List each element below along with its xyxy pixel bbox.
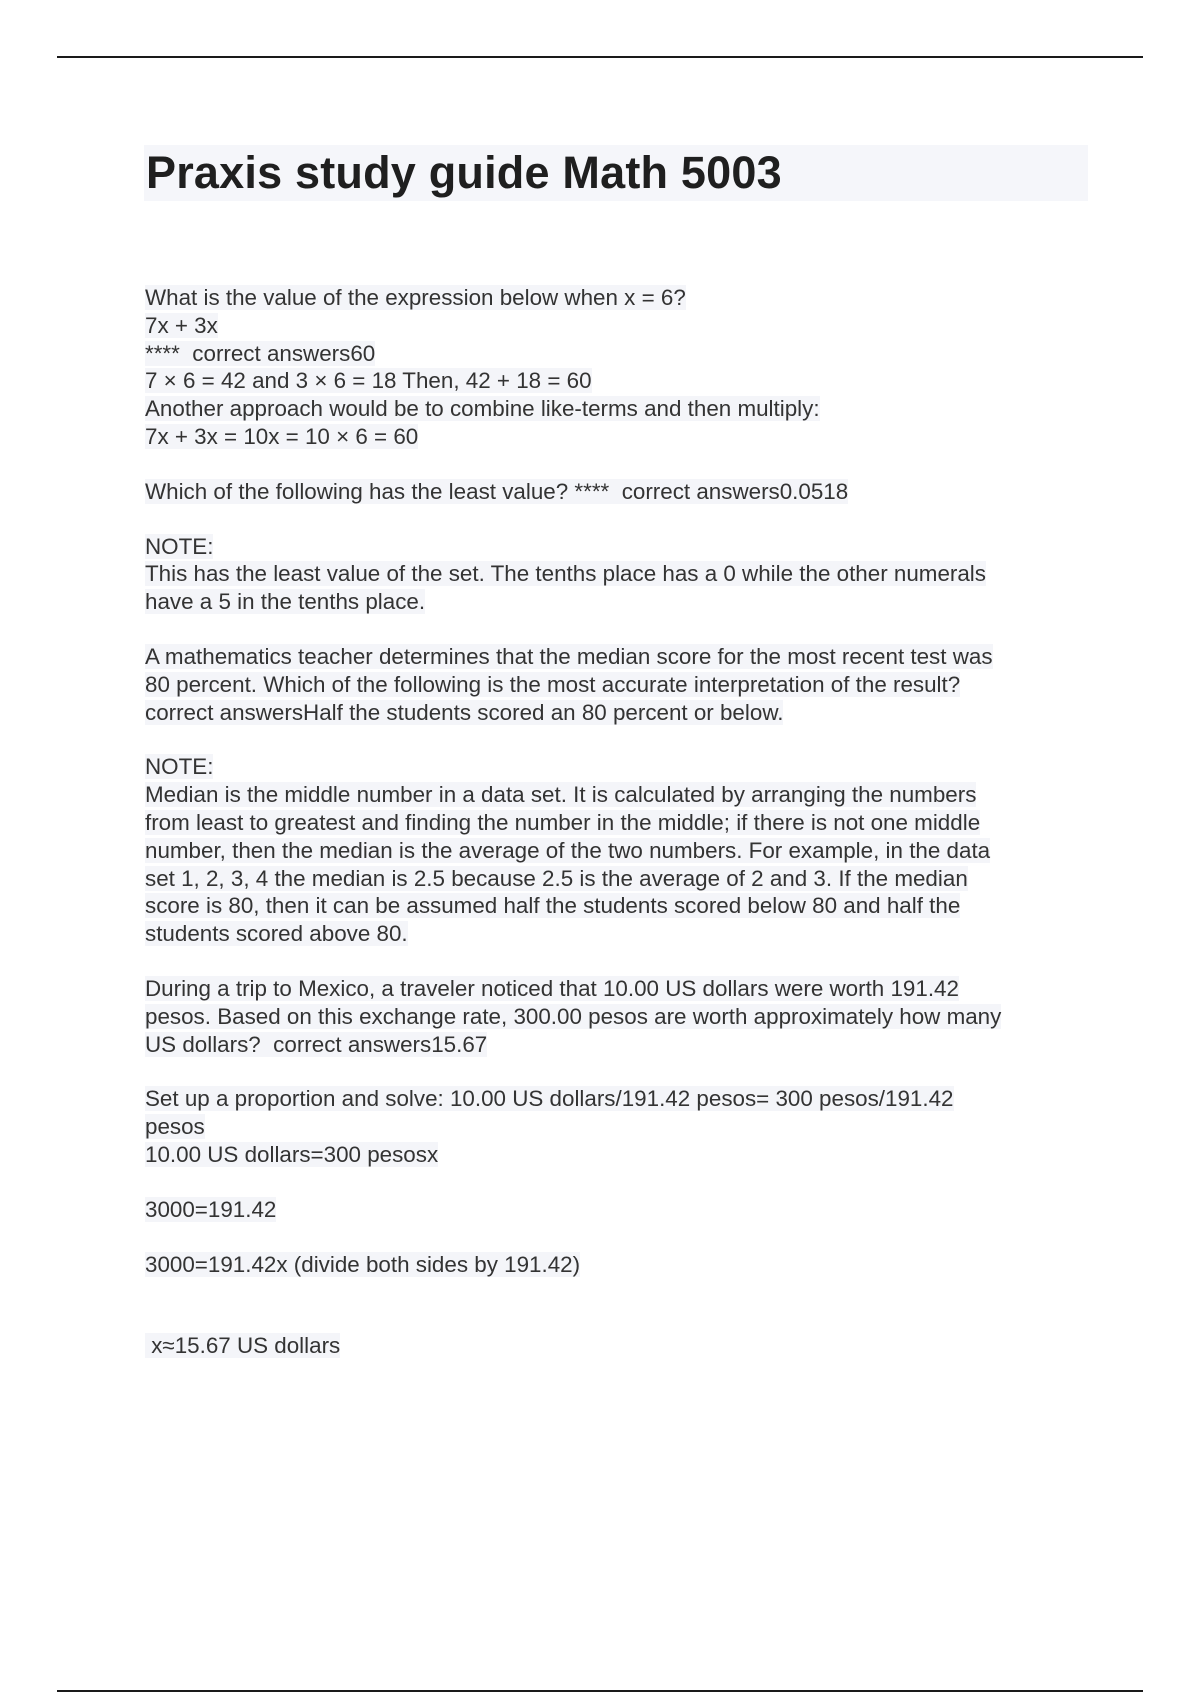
final-answer-block [145, 1332, 1095, 1360]
equation-line: 3000=191.42 [145, 1196, 277, 1222]
paragraph-gap [145, 948, 1095, 975]
question-text: A mathematics teacher determines that the median score for the most recent test was [145, 643, 993, 669]
question-3-block [145, 643, 1095, 726]
note-text: students scored above 80. [145, 921, 408, 947]
paragraph-gap [145, 1224, 1095, 1251]
note-1-block [145, 533, 1095, 616]
note-heading: NOTE: [145, 754, 214, 780]
explanation-line: 7 × 6 = 42 and 3 × 6 = 18 Then, 42 + 18 = 60 [145, 368, 592, 394]
question-text: What is the value of the expression below when x = 6? [145, 285, 686, 310]
note-text: have a 5 in the tenths place. [145, 589, 426, 615]
question-text: Which of the following has the least value? **** correct answers0.0518 [145, 478, 849, 504]
note-text: Median is the middle number in a data set. It is calculated by arranging the numbers [145, 782, 977, 808]
note-text: from least to greatest and finding the number in the middle; if there is not one middle [145, 809, 981, 835]
question-text: pesos. Based on this exchange rate, 300.00 pesos are worth approximately how many [145, 1003, 1002, 1029]
question-text: 80 percent. Which of the following is the most accurate interpretation of the result? [145, 671, 961, 697]
paragraph-gap [145, 616, 1095, 643]
note-text: This has the least value of the set. The tenths place has a 0 while the other numerals [145, 561, 986, 587]
paragraph-gap [145, 726, 1095, 753]
question-1-block [145, 284, 1095, 451]
note-text: number, then the median is the average of the two numbers. For example, in the data [145, 837, 991, 863]
note-2-block [145, 753, 1095, 948]
paragraph-gap [145, 1058, 1095, 1085]
paragraph-gap [145, 451, 1095, 478]
note-text: score is 80, then it can be assumed half the students scored below 80 and half the [145, 893, 961, 919]
explanation-line: 7x + 3x = 10x = 10 × 6 = 60 [145, 423, 419, 449]
step-1-block [145, 1196, 1095, 1224]
paragraph-gap [145, 1169, 1095, 1196]
question-4-block [145, 975, 1095, 1058]
paragraph-gap [145, 506, 1095, 533]
solution-text: Set up a proportion and solve: 10.00 US dollars/191.42 pesos= 300 pesos/191.42 [145, 1086, 954, 1112]
answer-line: **** correct answers60 [145, 340, 376, 366]
explanation-line: Another approach would be to combine like-terms and then multiply: [145, 396, 820, 422]
paragraph-gap [145, 1278, 1095, 1332]
page-title: Praxis study guide Math 5003 [146, 147, 782, 198]
note-text: set 1, 2, 3, 4 the median is 2.5 because 2.5 is the average of 2 and 3. If the median [145, 865, 968, 891]
solution-text: 10.00 US dollars=300 pesosx [145, 1141, 439, 1167]
question-text: During a trip to Mexico, a traveler noticed that 10.00 US dollars were worth 191.42 [145, 975, 959, 1001]
solution-block [145, 1085, 1095, 1168]
top-rule [57, 56, 1143, 58]
question-2-block [145, 478, 1095, 506]
bottom-rule [57, 1690, 1143, 1692]
final-answer: x≈15.67 US dollars [145, 1333, 341, 1359]
answer-line: correct answersHalf the students scored an 80 percent or below. [145, 699, 784, 725]
title-banner [144, 145, 1088, 201]
note-heading: NOTE: [145, 533, 214, 559]
expression-line: 7x + 3x [145, 312, 218, 338]
step-2-block [145, 1251, 1095, 1279]
solution-text: pesos [145, 1114, 205, 1140]
answer-line: US dollars? correct answers15.67 [145, 1031, 488, 1057]
document-body [145, 284, 1095, 1360]
equation-line: 3000=191.42x (divide both sides by 191.42) [145, 1251, 581, 1277]
